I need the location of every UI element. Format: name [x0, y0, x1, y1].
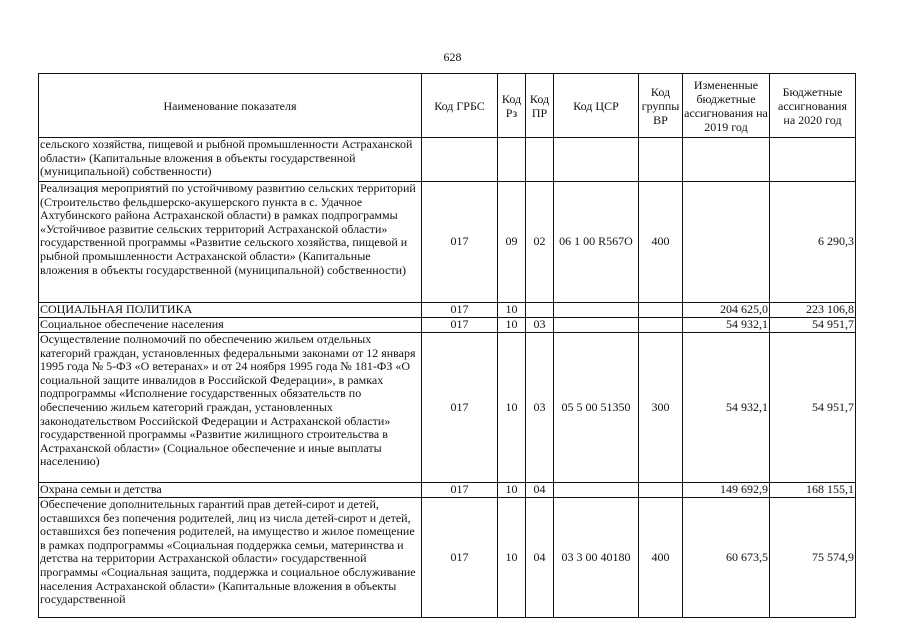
row-rz: 09 [498, 182, 526, 303]
row-name: сельского хозяйства, пищевой и рыбной промышленности Астраханской области» (Капитальные вложения в объекты государственной (муниципальной) собственности) [39, 138, 422, 182]
row-amount-2020: 54 951,7 [770, 333, 856, 483]
row-name: Социальное обеспечение населения [39, 318, 422, 333]
row-rz: 10 [498, 498, 526, 618]
row-amount-2019: 54 932,1 [683, 318, 770, 333]
table-row [39, 138, 856, 182]
row-amount-2019: 204 625,0 [683, 303, 770, 318]
header-pr: Код ПР [526, 74, 554, 138]
row-grbs: 017 [422, 333, 498, 483]
row-pr: 02 [526, 182, 554, 303]
row-name: Реализация мероприятий по устойчивому развитию сельских территорий (Строительство фельдшерско-акушерского пункта в с. Удачное Ахтубинского района Астраханской области) в рамках подпрограммы «Устойчивое развитие сельских территорий Астраханской области» государственной программы «Развитие сельского хозяйства, пищевой и рыбной промышленности Астраханской области» (Капитальные вложения в объекты государственной (муниципальной) собственности) [39, 182, 422, 303]
budget-table [38, 73, 856, 618]
row-pr [526, 138, 554, 182]
row-rz: 10 [498, 318, 526, 333]
row-csr [554, 138, 639, 182]
row-name: Осуществление полномочий по обеспечению жильем отдельных категорий граждан, установленных федеральными законами от 12 января 1995 года № 5-ФЗ «О ветеранах» и от 24 ноября 1995 года № 181-ФЗ «О социальной защите инвалидов в Российской Федерации», в рамках подпрограммы «Исполнение государственных обязательств по обеспечению жильем категорий граждан, установленных законодательством Российской Федерации и Астраханской области» государственной программы «Развитие жилищного строительства в Астраханской области» (Социальное обеспечение и иные выплаты населению) [39, 333, 422, 483]
row-vr: 300 [639, 333, 683, 483]
row-pr [526, 303, 554, 318]
row-vr: 400 [639, 182, 683, 303]
header-grbs: Код ГРБС [422, 74, 498, 138]
row-vr [639, 138, 683, 182]
row-name: Обеспечение дополнительных гарантий прав детей-сирот и детей, оставшихся без попечения родителей, лиц из числа детей-сирот и детей, оставшихся без попечения родителей, на имущество и жилое помещение в рамках подпрограммы «Социальная поддержка семьи, материнства и детства на территории Астраханской области» государственной программы «Социальная защита, поддержка и социальное обслуживание населения Астраханской области» (Капитальные вложения в объекты государственной [39, 498, 422, 618]
row-amount-2019: 54 932,1 [683, 333, 770, 483]
row-csr [554, 483, 639, 498]
row-vr: 400 [639, 498, 683, 618]
row-amount-2019: 60 673,5 [683, 498, 770, 618]
row-rz: 10 [498, 483, 526, 498]
table-row [39, 303, 856, 318]
row-pr: 03 [526, 318, 554, 333]
header-amount-2020: Бюджетные ассигнования на 2020 год [770, 74, 856, 138]
table-row [39, 318, 856, 333]
row-vr [639, 303, 683, 318]
row-grbs: 017 [422, 483, 498, 498]
header-csr: Код ЦСР [554, 74, 639, 138]
row-grbs [422, 138, 498, 182]
row-csr [554, 303, 639, 318]
row-amount-2020: 54 951,7 [770, 318, 856, 333]
row-vr [639, 318, 683, 333]
row-amount-2019: 149 692,9 [683, 483, 770, 498]
table-row [39, 483, 856, 498]
row-rz: 10 [498, 303, 526, 318]
row-rz [498, 138, 526, 182]
row-grbs: 017 [422, 182, 498, 303]
row-rz: 10 [498, 333, 526, 483]
row-csr [554, 318, 639, 333]
header-vr: Код группы ВР [639, 74, 683, 138]
header-amount-2019: Измененные бюджетные ассигнования на 2019 год [683, 74, 770, 138]
table-row [39, 333, 856, 483]
table-row [39, 182, 856, 303]
row-amount-2020: 6 290,3 [770, 182, 856, 303]
header-name: Наименование показателя [39, 74, 422, 138]
row-amount-2020: 223 106,8 [770, 303, 856, 318]
row-grbs: 017 [422, 318, 498, 333]
row-csr: 05 5 00 51350 [554, 333, 639, 483]
row-pr: 04 [526, 483, 554, 498]
page-number: 628 [443, 50, 462, 64]
row-name: СОЦИАЛЬНАЯ ПОЛИТИКА [39, 303, 422, 318]
row-amount-2019 [683, 182, 770, 303]
row-vr [639, 483, 683, 498]
row-csr: 06 1 00 R567O [554, 182, 639, 303]
table-header-row [39, 74, 856, 138]
row-amount-2019 [683, 138, 770, 182]
row-pr: 03 [526, 333, 554, 483]
row-amount-2020: 75 574,9 [770, 498, 856, 618]
row-amount-2020: 168 155,1 [770, 483, 856, 498]
row-name: Охрана семьи и детства [39, 483, 422, 498]
table-row [39, 498, 856, 618]
row-grbs: 017 [422, 498, 498, 618]
row-csr: 03 3 00 40180 [554, 498, 639, 618]
row-pr: 04 [526, 498, 554, 618]
row-amount-2020 [770, 138, 856, 182]
row-grbs: 017 [422, 303, 498, 318]
header-rz: Код Рз [498, 74, 526, 138]
